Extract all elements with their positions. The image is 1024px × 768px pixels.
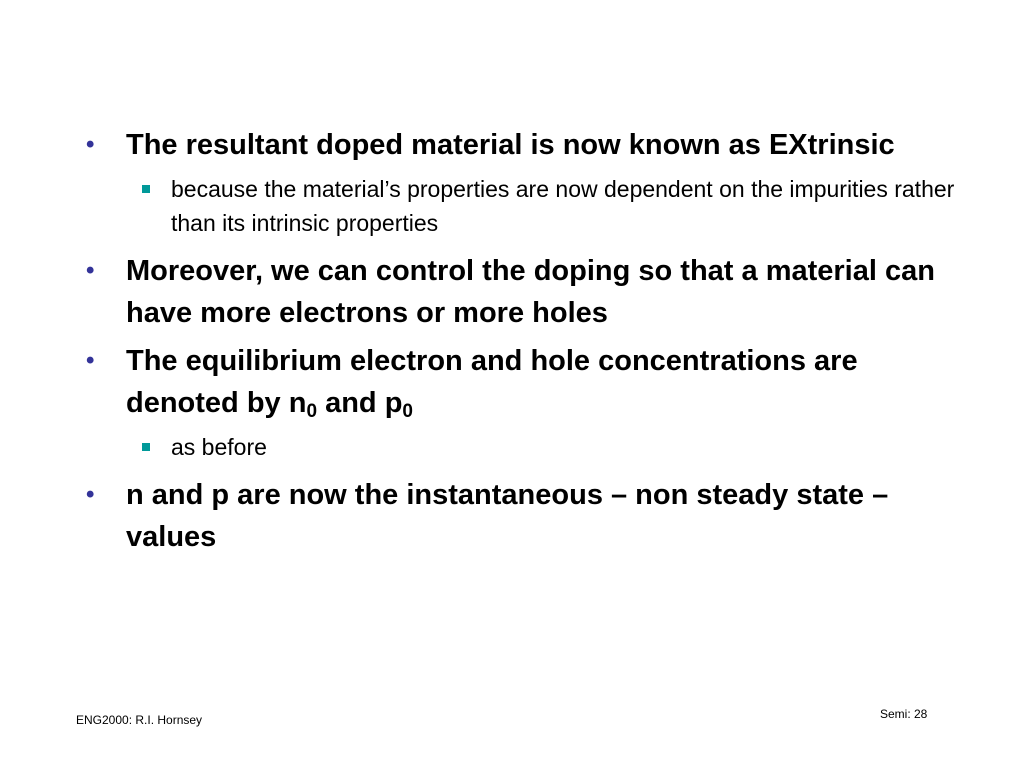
sub-bullet-text: as before bbox=[171, 434, 267, 460]
square-bullet-icon bbox=[142, 443, 150, 451]
subscript-n0: 0 bbox=[306, 401, 318, 422]
sub-bullet-text: because the material’s properties are now dependent on the impurities rather than its intrinsic properties bbox=[171, 176, 955, 236]
slide-body bbox=[86, 124, 956, 564]
bullet-text: Moreover, we can control the doping so that a material can have more electrons or more holes bbox=[126, 255, 935, 329]
bullet-3 bbox=[86, 340, 956, 424]
bullet-4 bbox=[86, 474, 956, 558]
bullet-text-part-b: and p bbox=[317, 387, 403, 419]
footer-slide-number: Semi: 28 bbox=[880, 707, 928, 721]
sub-bullet-3-1 bbox=[86, 430, 956, 464]
footer-course: ENG2000: R.I. Hornsey bbox=[76, 713, 203, 727]
bullet-dot-icon: • bbox=[86, 131, 95, 158]
bullet-text: The resultant doped material is now known as EXtrinsic bbox=[126, 129, 895, 161]
subscript-p0: 0 bbox=[402, 401, 413, 422]
bullet-text-part-a: The equilibrium electron and hole concentrations are denoted by n bbox=[126, 345, 858, 419]
square-bullet-icon bbox=[142, 185, 150, 193]
sub-bullet-1-1 bbox=[86, 172, 956, 240]
bullet-2 bbox=[86, 250, 956, 334]
bullet-text: n and p are now the instantaneous – non steady state – values bbox=[126, 479, 889, 553]
bullet-dot-icon: • bbox=[86, 257, 95, 284]
bullet-dot-icon: • bbox=[86, 347, 95, 374]
bullet-1 bbox=[86, 124, 956, 166]
bullet-dot-icon: • bbox=[86, 481, 95, 508]
